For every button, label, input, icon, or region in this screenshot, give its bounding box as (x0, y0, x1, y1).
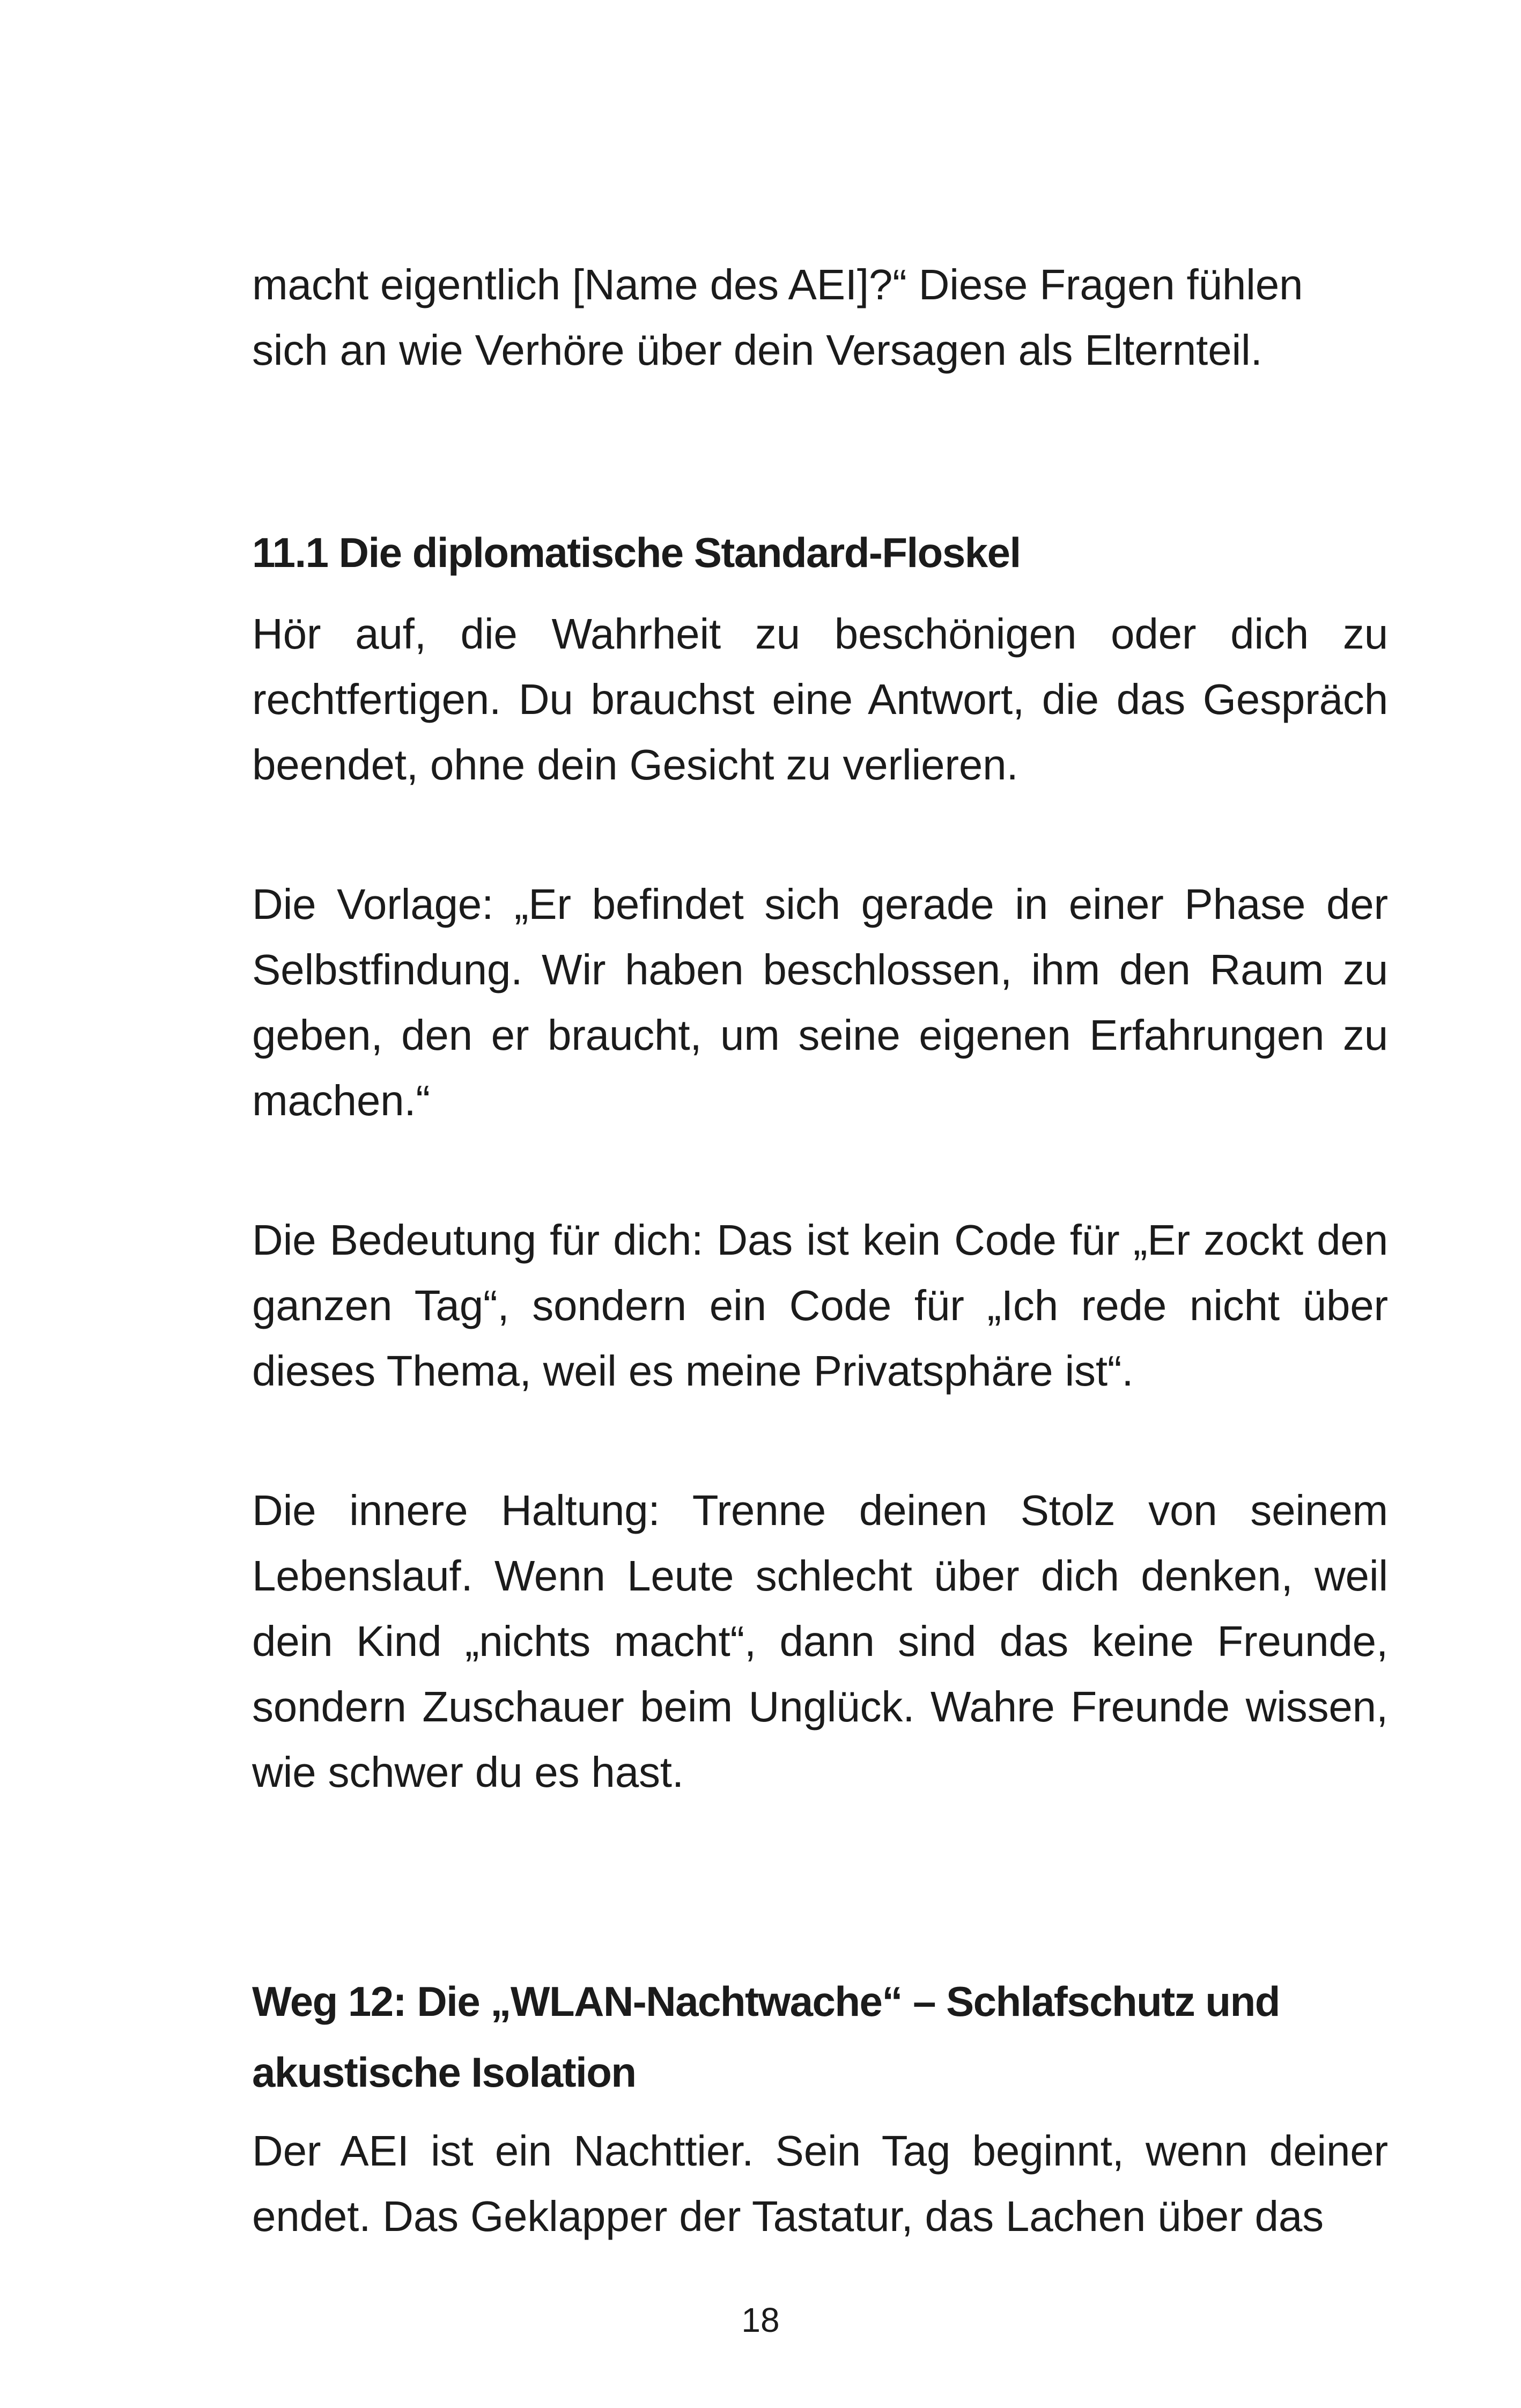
text-column (252, 252, 1388, 2249)
paragraph-night-creature: Der AEI ist ein Nachttier. Sein Tag beginnt, wenn deiner endet. Das Geklapper der Tastatur, das Lachen über das (252, 2127, 1388, 2240)
paragraph-stop-justifying: Hör auf, die Wahrheit zu beschönigen oder dich zu rechtfertigen. Du brauchst eine Antwort, die das Gespräch beendet, ohne dein Gesicht zu verlieren. (252, 610, 1388, 789)
paragraph-inner-attitude: Die innere Haltung: Trenne deinen Stolz von seinem Lebenslauf. Wenn Leute schlecht über dich denken, weil dein Kind „nichts macht“, dann sind das keine Freunde, sondern Zuschauer beim Unglück. Wahre Freunde wissen, wie schwer du es hast. (252, 1486, 1388, 1796)
section-heading-11-1: 11.1 Die diplomatische Standard-Floskel (252, 529, 1021, 576)
paragraph-continuation: macht eigentlich [Name des AEI]?“ Diese Fragen fühlen sich an wie Verhöre über dein Versagen als Elternteil. (252, 261, 1303, 374)
page-number: 18 (741, 2301, 780, 2339)
section-heading-weg-12: Weg 12: Die „WLAN-Nachtwache“ – Schlafschutz und akustische Isolation (252, 1978, 1280, 2096)
paragraph-meaning: Die Bedeutung für dich: Das ist kein Code für „Er zockt den ganzen Tag“, sondern ein Code für „Ich rede nicht über dieses Thema, weil es meine Privatsphäre ist“. (252, 1216, 1388, 1395)
paragraph-template: Die Vorlage: „Er befindet sich gerade in einer Phase der Selbstfindung. Wir haben beschlossen, ihm den Raum zu geben, den er braucht, um seine eigenen Erfahrungen zu machen.“ (252, 880, 1388, 1124)
